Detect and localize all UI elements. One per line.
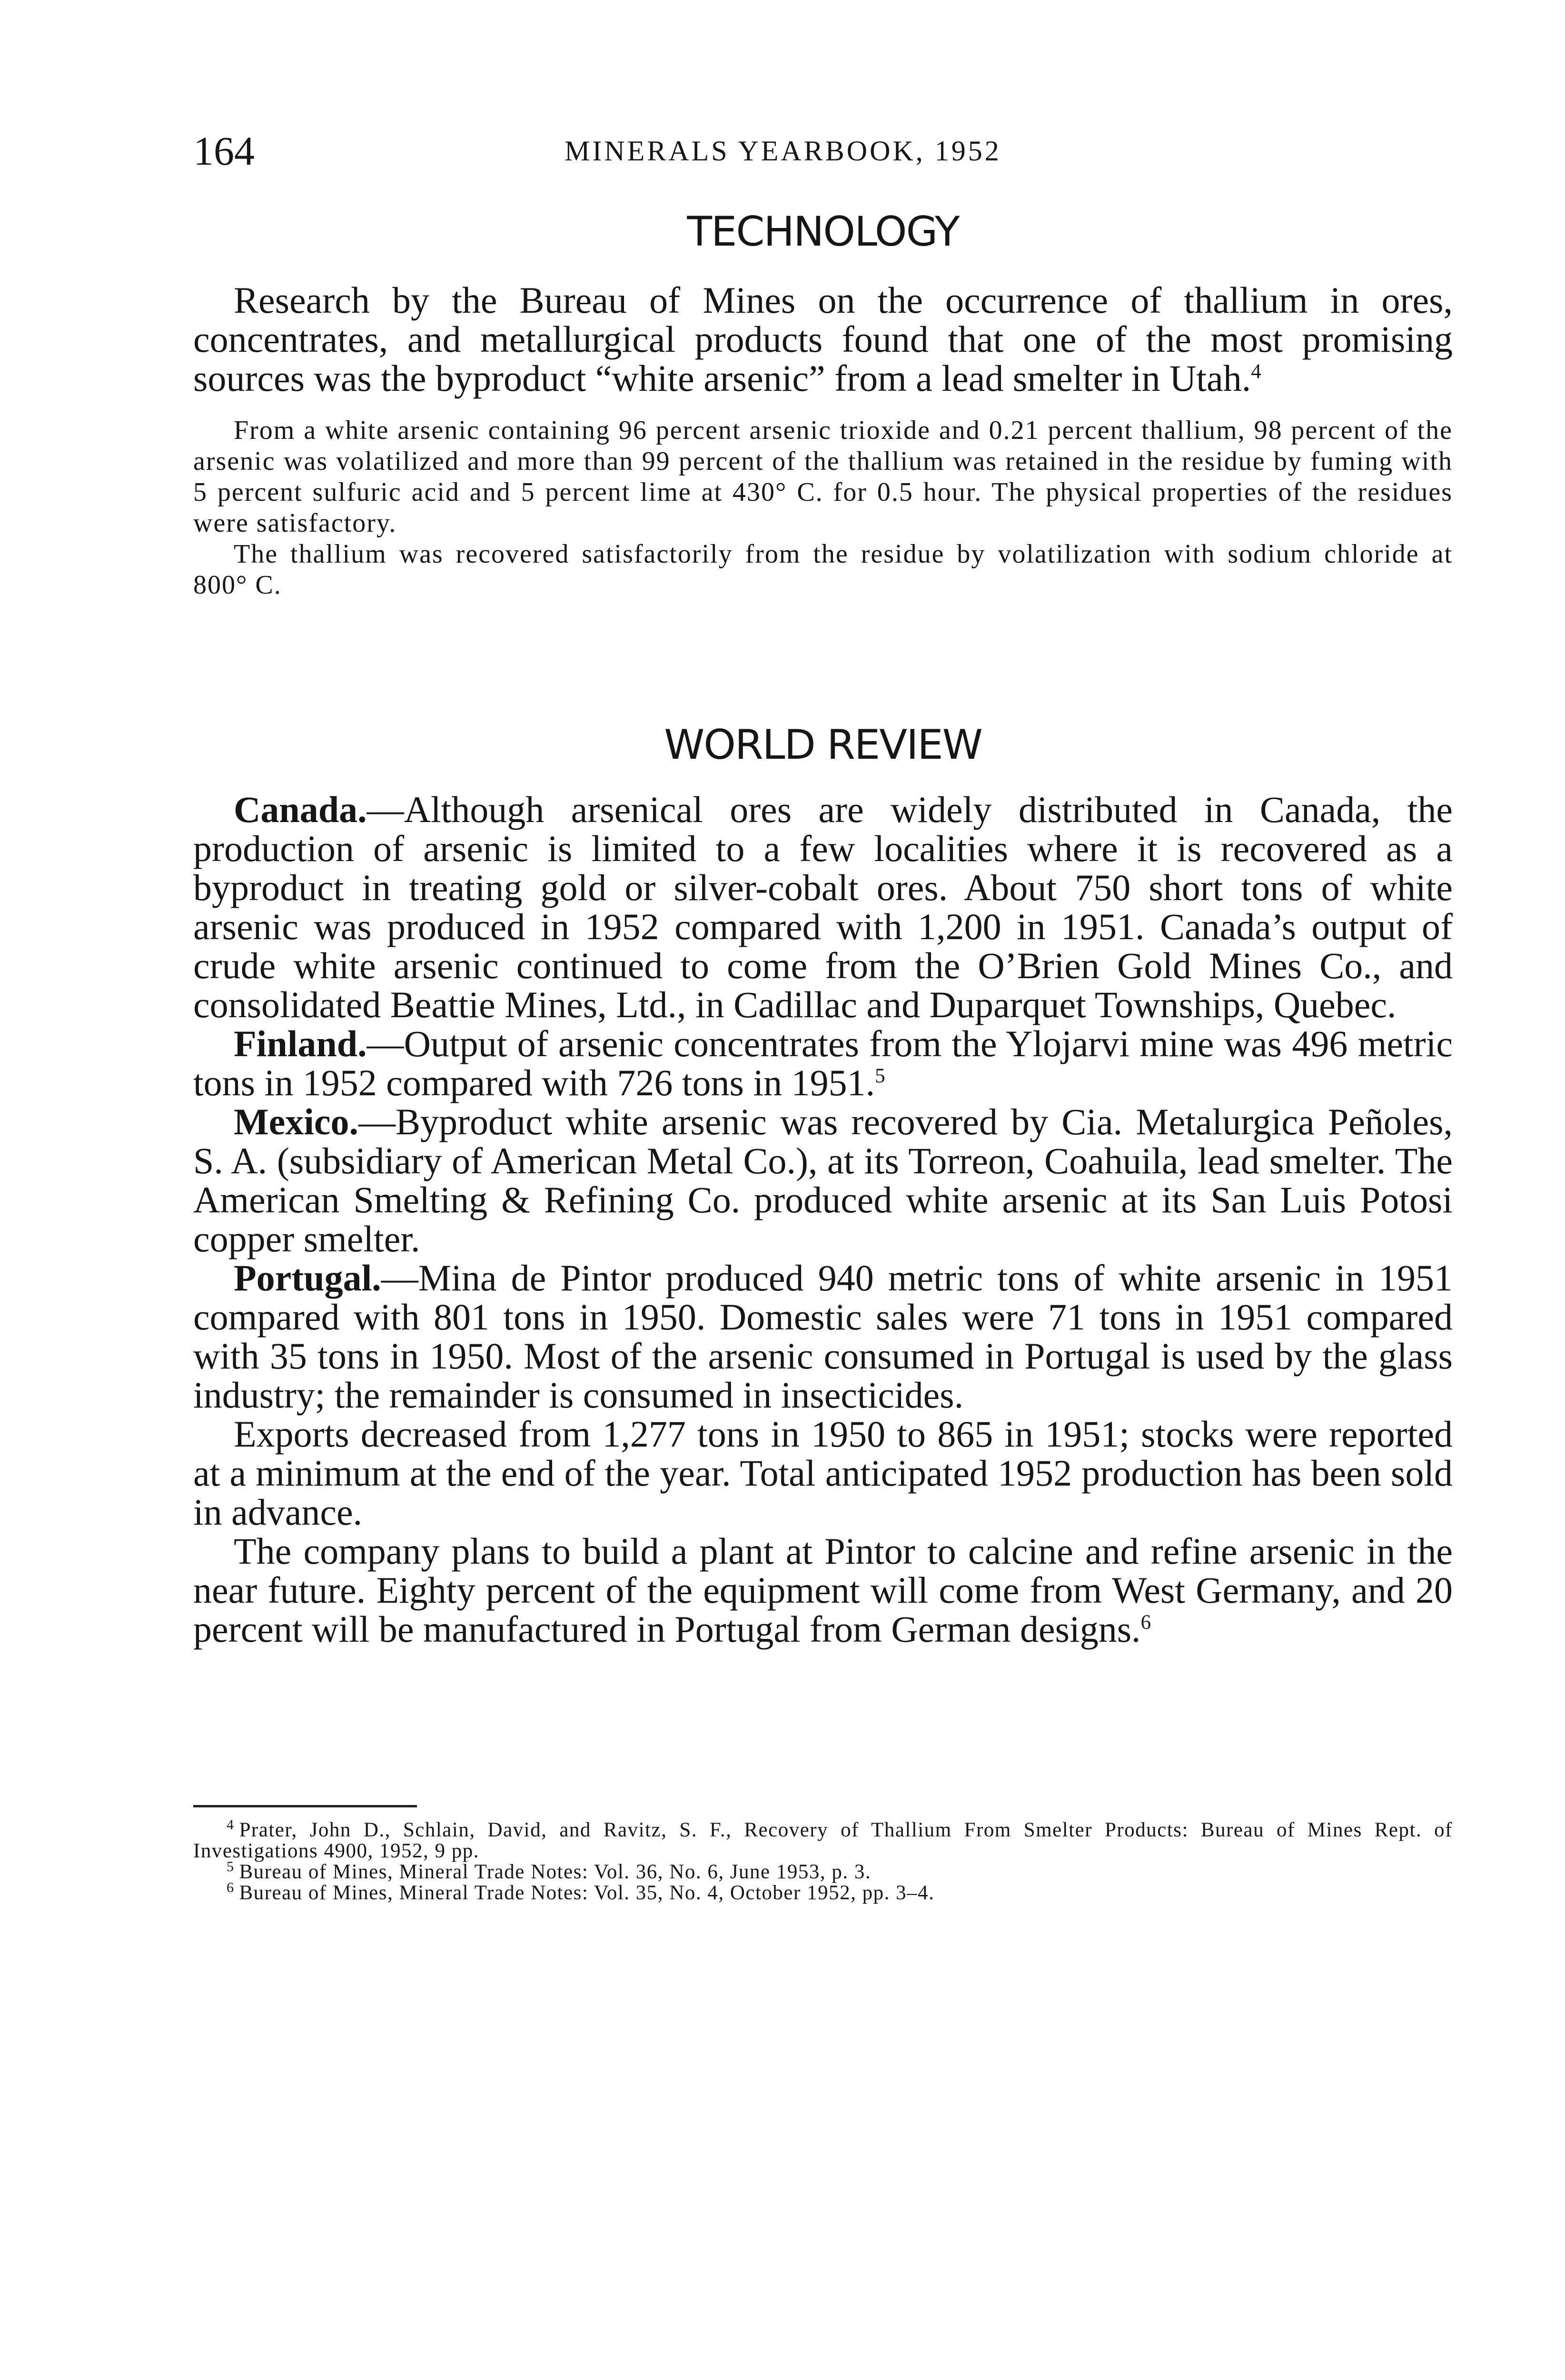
footnote-divider: [193, 1805, 417, 1807]
footnote-ref-4: 4: [1251, 360, 1261, 383]
technology-intro-text: Research by the Bureau of Mines on the occurrence of thallium in ores, concentrates, and metallurgical products found that one of the most promising sources was the byproduct “white arsenic” from a lead smelter in Utah.: [193, 279, 1453, 399]
running-header: [193, 125, 1453, 177]
section-heading-technology: TECHNOLOGY: [687, 208, 959, 256]
footnote-5: [193, 1858, 1453, 1883]
paragraph-canada-text: —Although arsenical ores are widely distributed in Canada, the production of arsenic is limited to a few localities where it is recovered as a byproduct in treating gold or silver-cobalt ores. About 750 short tons of white arsenic was produced in 1952 compared with 1,200 in 1951. Canada’s output of crude white arsenic continued to come from the O’Brien Gold Mines Co., and consolidated Beattie Mines, Ltd., in Cadillac and Duparquet Townships, Quebec.: [193, 789, 1453, 1025]
country-lead-portugal: Portugal.: [234, 1257, 381, 1299]
paragraph-portugal: [193, 1259, 1453, 1415]
paragraph-finland-text: —Output of arsenic concentrates from the Ylojarvi mine was 496 metric tons in 1952 compared with 726 tons in 1951.: [193, 1023, 1453, 1103]
technology-quote-paragraph-1: From a white arsenic containing 96 percent arsenic trioxide and 0.21 percent thallium, 98 percent of the arsenic was volatilized and more than 99 percent of the thallium was retained in the residue by fuming with 5 percent sulfuric acid and 5 percent lime at 430° C. for 0.5 hour. The physical properties of the residues were satisfactory.: [193, 416, 1453, 538]
paragraph-plans-text: The company plans to build a plant at Pintor to calcine and refine arsenic in the near future. Eighty percent of the equipment will come from West Germany, and 20 percent will be manufactured in Portugal from German designs.: [193, 1530, 1453, 1650]
country-lead-finland: Finland.: [234, 1023, 367, 1064]
paragraph-exports: Exports decreased from 1,277 tons in 1950 to 865 in 1951; stocks were reported at a minimum at the end of the year. Total anticipated 1952 production has been sold in advance.: [193, 1413, 1453, 1533]
footnotes: [193, 1816, 1453, 1904]
world-review-section-body: [193, 790, 1453, 1649]
technology-quote-paragraph-2: The thallium was recovered satisfactorily from the residue by volatilization with sodium chloride at 800° C.: [193, 539, 1453, 600]
technology-intro-paragraph: [193, 281, 1453, 398]
footnote-text-6: Bureau of Mines, Mineral Trade Notes: Vol. 35, No. 4, October 1952, pp. 3–4.: [239, 1882, 935, 1904]
paragraph-canada: [193, 790, 1453, 1024]
section-heading-world-review: WORLD REVIEW: [664, 721, 982, 769]
footnote-ref-5: 5: [875, 1065, 885, 1087]
paragraph-mexico: [193, 1102, 1453, 1259]
country-lead-canada: Canada.: [234, 789, 367, 830]
footnote-mark-4: 4: [227, 1816, 235, 1833]
footnote-6: [193, 1879, 1453, 1904]
footnote-ref-6: 6: [1140, 1611, 1151, 1634]
page-number: 164: [193, 128, 255, 174]
footnote-text-5: Bureau of Mines, Mineral Trade Notes: Vol. 36, No. 6, June 1953, p. 3.: [239, 1861, 872, 1883]
footnote-4: [193, 1816, 1453, 1862]
country-lead-mexico: Mexico.: [234, 1101, 359, 1142]
technology-section-body: [193, 281, 1453, 601]
paragraph-finland: [193, 1024, 1453, 1102]
footnote-mark-5: 5: [227, 1858, 235, 1874]
paragraph-portugal-text: —Mina de Pintor produced 940 metric tons of white arsenic in 1951 compared with 801 tons in 1950. Domestic sales were 71 tons in 1951 compared with 35 tons in 1950. Most of the arsenic consumed in Portugal is used by the glass industry; the remainder is consumed in insecticides.: [193, 1257, 1453, 1416]
footnote-mark-6: 6: [227, 1879, 235, 1895]
paragraph-mexico-text: —Byproduct white arsenic was recovered by Cia. Metalurgica Peñoles, S. A. (subsidiary of American Metal Co.), at its Torreon, Coahuila, lead smelter. The American Smelting & Refining Co. produced white arsenic at its San Luis Potosi copper smelter.: [193, 1101, 1453, 1259]
running-title: MINERALS YEARBOOK, 1952: [565, 135, 1001, 167]
paragraph-plans: [193, 1532, 1453, 1649]
footnote-text-4: Prater, John D., Schlain, David, and Ravitz, S. F., Recovery of Thallium From Smelter Products: Bureau of Mines Rept. of Investigations 4900, 1952, 9 pp.: [193, 1819, 1453, 1862]
